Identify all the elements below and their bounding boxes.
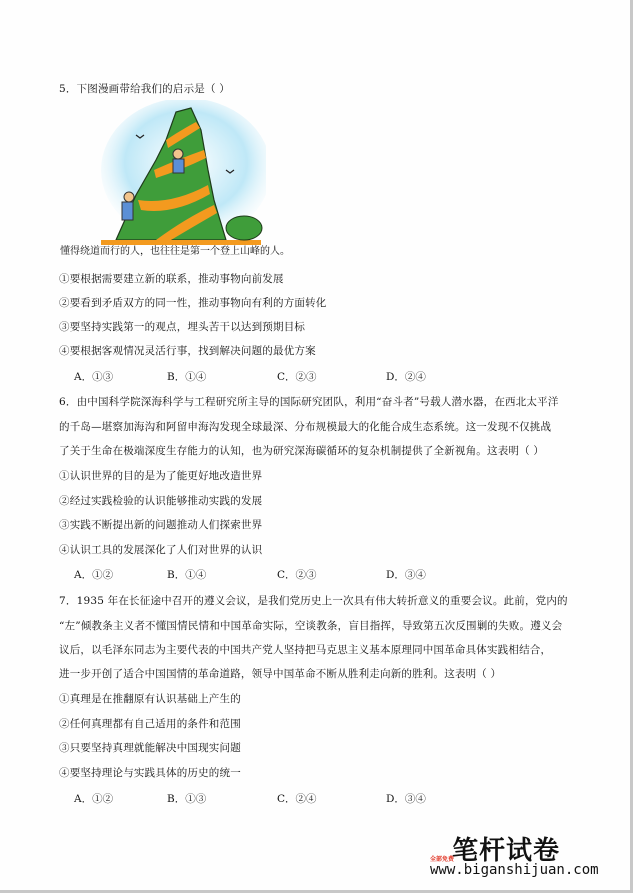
q7-stem-line-4: 进一步开创了适合中国国情的革命道路，领导中国革命不断从胜利走向新的胜利。这表明（ ） — [59, 668, 502, 680]
q7-option-d[interactable]: D．③④ — [386, 793, 426, 805]
q7-option-a[interactable]: A．①② — [74, 793, 114, 805]
q5-statement-4: ④要根据客观情况灵活行事，找到解决问题的最优方案 — [59, 345, 316, 357]
q6-statement-1: ①认识世界的目的是为了能更好地改造世界 — [59, 470, 263, 482]
q5-option-b[interactable]: B．①④ — [167, 371, 207, 383]
q6-option-d[interactable]: D．③④ — [386, 569, 426, 581]
watermark-title: 笔杆试卷 — [452, 836, 561, 866]
q7-option-b[interactable]: B．①③ — [167, 793, 207, 805]
q5-statement-1: ①要根据需要建立新的联系，推动事物向前发展 — [59, 273, 284, 285]
q6-option-b[interactable]: B．①④ — [167, 569, 207, 581]
q5-stem: 5．下图漫画带给我们的启示是（ ） — [59, 83, 230, 95]
cartoon-caption: 懂得绕道而行的人，也往往是第一个登上山峰的人。 — [60, 246, 290, 257]
watermark-logo — [430, 830, 630, 890]
q5-option-d[interactable]: D．②④ — [386, 371, 426, 383]
q7-statement-4: ④要坚持理论与实践具体的历史的统一 — [59, 767, 241, 779]
q5-statement-3: ③要坚持实践第一的观点，埋头苦干以达到预期目标 — [59, 321, 306, 333]
q5-option-a[interactable]: A．①③ — [74, 371, 114, 383]
q7-statement-1: ①真理是在推翻原有认识基础上产生的 — [59, 693, 241, 705]
q7-stem-line-3: 议后，以毛泽东同志为主要代表的中国共产党人坚持把马克思主义基本原理同中国革命具体实践相结合， — [59, 644, 552, 656]
q7-statement-2: ②任何真理都有自己适用的条件和范围 — [59, 718, 241, 730]
watermark-url: www.biganshijuan.com — [430, 862, 599, 878]
mountain-climbing-cartoon — [96, 100, 266, 248]
q6-option-c[interactable]: C．②③ — [277, 569, 317, 581]
q6-statement-4: ④认识工具的发展深化了人们对世界的认识 — [59, 544, 263, 556]
q6-stem-line-1: 6．由中国科学院深海科学与工程研究所主导的国际研究团队，利用“奋斗者”号载人潜水器，在西北太平洋 — [59, 396, 559, 408]
q6-statement-2: ②经过实践检验的认识能够推动实践的发展 — [59, 495, 263, 507]
q6-statement-3: ③实践不断提出新的问题推动人们探索世界 — [59, 519, 263, 531]
watermark-tag: 全部免费 — [430, 856, 455, 863]
q7-stem-line-2: “左”倾教条主义者不懂国情民情和中国革命实际，空谈教条，盲目指挥，导致第五次反围剿的失败。遵义会 — [59, 620, 563, 632]
q5-option-c[interactable]: C．②③ — [277, 371, 317, 383]
q7-stem-line-1: 7．1935 年在长征途中召开的遵义会议，是我们党历史上一次具有伟大转折意义的重要会议。此前，党内的 — [59, 595, 568, 607]
q5-statement-2: ②要看到矛盾双方的同一性，推动事物向有利的方面转化 — [59, 297, 327, 309]
q6-stem-line-2: 的千岛—堪察加海沟和阿留申海沟发现全球最深、分布规模最大的化能合成生态系统。这一发现不仅挑战 — [59, 421, 552, 433]
q6-option-a[interactable]: A．①② — [74, 569, 114, 581]
q7-statement-3: ③只要坚持真理就能解决中国现实问题 — [59, 742, 241, 754]
q6-stem-line-3: 了关于生命在极端深度生存能力的认知，也为研究深海碳循环的复杂机制提供了全新视角。这表明（ ） — [59, 445, 545, 457]
q7-option-c[interactable]: C．②④ — [277, 793, 317, 805]
